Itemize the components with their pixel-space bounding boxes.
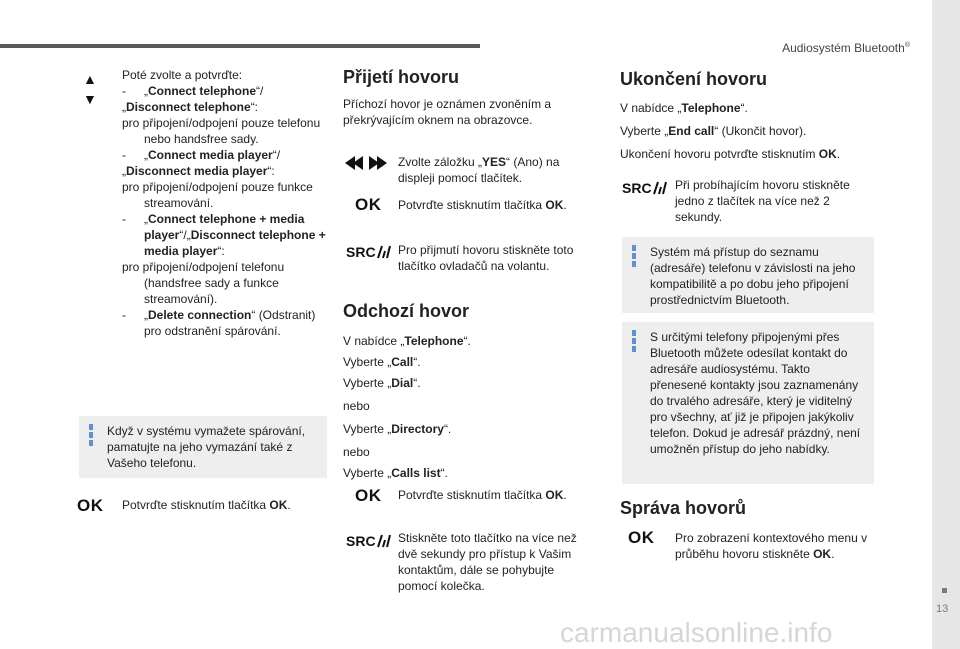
ok-button-icon: OK [77,496,104,515]
option-desc: pro připojení/odpojení pouze telefonu nebo handsfree sady. [122,116,321,146]
end-call-steps: V nabídce „Telephone“. Vyberte „End call“ (Ukončit hovor). Ukončení hovoru potvrďte stisknutím OK. [620,101,841,161]
option-connect-both: - „Connect telephone + media player“/„Disconnect telephone + media player“: [122,212,326,258]
src-steering-button-icon: SRC [346,533,393,549]
info-icon [632,245,636,267]
heading-outgoing-call: Odchozí hovor [343,301,469,321]
heading-incoming-call: Přijetí hovoru [343,67,460,87]
ok-button-icon: OK [355,486,382,505]
top-rule [0,44,480,48]
call-management-text: Pro zobrazení kontextového menu v průběhu hovoru stiskněte OK. [675,531,868,561]
info-icon [89,424,93,446]
connection-options-list [122,67,327,339]
heading-end-call: Ukončení hovoru [620,69,768,89]
info-icon [632,330,636,352]
page-number: 13 [936,603,949,615]
watermark: carmanualsonline.info [560,617,833,648]
page-header-title: Audiosystém Bluetooth® [782,41,910,55]
step-contacts-access: Stiskněte toto tlačítko na více než dvě sekundy pro přístup k Vašim kontaktům, dále se pohybujte pomocí kolečka. [398,531,577,593]
src-steering-button-icon: SRC [622,180,669,196]
arrow-down-icon: ▼ [83,91,97,107]
end-call-src-text: Při probíhajícím hovoru stiskněte jedno z tlačítek na více než 2 sekundy. [675,178,850,224]
side-margin-band [932,0,960,649]
ok-confirm-text: Potvrďte stisknutím tlačítka OK. [122,498,291,512]
note-box-directory-access: Systém má přístup do seznamu (adresáře) telefonu v závislosti na jeho kompatibilitě a po dobu jeho připojení prostřednictvím Bluetooth. [622,237,874,313]
src-steering-button-icon: SRC [346,244,393,260]
heading-call-management: Správa hovorů [620,498,747,518]
note-box-contact-transfer: S určitými telefony připojenými přes Bluetooth můžete odesílat kontakt do adresáře audiosystému. Takto přenesené kontakty jsou zaznamenány do trvalého adresáře, který je viditelný pro všechny, ať již je připojen jakýkoliv telefon. Dokud je adresář prázdný, není umožněn přístup do jeho nabídky. [622,322,874,484]
note-box-delete-pairing: Když v systému vymažete spárování, pamatujte na jeho vymazání také z Vašeho telefonu. [79,416,327,478]
left-right-arrows-icon [345,155,387,171]
step-select-yes: Zvolte záložku „YES“ (Ano) na displeji pomocí tlačítek. [398,155,560,185]
option-desc: pro připojení/odpojení pouze funkce streamování. [122,180,313,210]
ok-button-icon: OK [355,195,382,214]
ok-button-icon: OK [628,528,655,547]
arrow-up-icon: ▲ [83,71,97,87]
outgoing-steps: V nabídce „Telephone“. Vyberte „Call“. Vyberte „Dial“. nebo Vyberte „Directory“. nebo Vyberte „Calls list“. [343,334,471,480]
option-connect-telephone: - „Connect telephone“/ „Disconnect telephone“: [122,84,264,114]
option-delete-connection: - „Delete connection“ (Odstranit) pro odstranění spárování. [122,308,316,338]
intro-text: Poté zvolte a potvrďte: [122,68,243,82]
nav-arrows-icon [83,70,101,108]
incoming-intro: Příchozí hovor je oznámen zvoněním a překrývajícím oknem na obrazovce. [343,97,552,127]
step-confirm-ok-outgoing: Potvrďte stisknutím tlačítka OK. [398,488,567,502]
page-marker [942,588,947,593]
option-connect-media: - „Connect media player“/ „Disconnect media player“: [122,148,281,178]
step-confirm-ok: Potvrďte stisknutím tlačítka OK. [398,198,567,212]
step-answer-call: Pro přijmutí hovoru stiskněte toto tlačítko ovladačů na volantu. [398,243,574,273]
option-desc: pro připojení/odpojení telefonu (handsfree sady a funkce streamování). [122,260,285,306]
